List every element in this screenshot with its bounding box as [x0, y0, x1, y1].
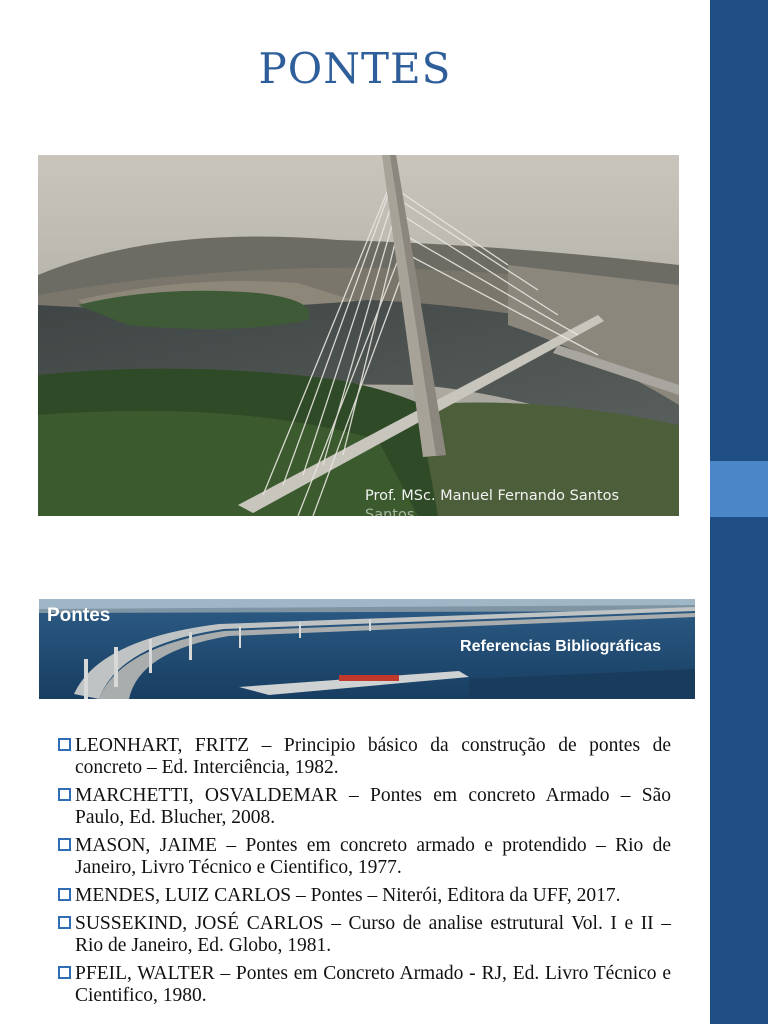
reference-text: PFEIL, WALTER – Pontes em Concreto Armado - RJ, Ed. Livro Técnico e Cientifico, 1980.	[75, 963, 671, 1006]
checkbox-bullet-icon	[58, 916, 71, 929]
list-item	[56, 835, 671, 879]
sidebar-accent	[710, 461, 768, 517]
section-banner	[39, 599, 695, 699]
checkbox-bullet-icon	[58, 838, 71, 851]
banner-subtitle: Referencias Bibliográficas	[460, 638, 661, 655]
author-name-overflow: Santos	[365, 507, 415, 523]
list-item	[56, 785, 671, 829]
author-caption	[365, 487, 675, 525]
checkbox-bullet-icon	[58, 788, 71, 801]
reference-text: MARCHETTI, OSVALDEMAR – Pontes em concreto Armado – São Paulo, Ed. Blucher, 2008.	[75, 785, 671, 828]
page-title: PONTES	[258, 44, 452, 93]
checkbox-bullet-icon	[58, 888, 71, 901]
checkbox-bullet-icon	[58, 738, 71, 751]
reference-list	[56, 735, 671, 1013]
reference-text: SUSSEKIND, JOSÉ CARLOS – Curso de analise estrutural Vol. I e II – Rio de Janeiro, Ed. Globo, 1981.	[75, 913, 671, 956]
checkbox-bullet-icon	[58, 966, 71, 979]
reference-text: MASON, JAIME – Pontes em concreto armado e protendido – Rio de Janeiro, Livro Técnico e Cientifico, 1977.	[75, 835, 671, 878]
author-name: Prof. MSc. Manuel Fernando Santos	[365, 488, 620, 504]
cable-stayed-bridge-image	[38, 155, 679, 516]
banner-title: Pontes	[47, 605, 111, 626]
cover-photo	[38, 155, 679, 516]
reference-text: LEONHART, FRITZ – Principio básico da construção de pontes de concreto – Ed. Interciência, 1982.	[75, 735, 671, 778]
reference-text: MENDES, LUIZ CARLOS – Pontes – Niterói, Editora da UFF, 2017.	[75, 885, 621, 906]
list-item	[56, 735, 671, 779]
list-item	[56, 963, 671, 1007]
list-item	[56, 885, 671, 907]
list-item	[56, 913, 671, 957]
